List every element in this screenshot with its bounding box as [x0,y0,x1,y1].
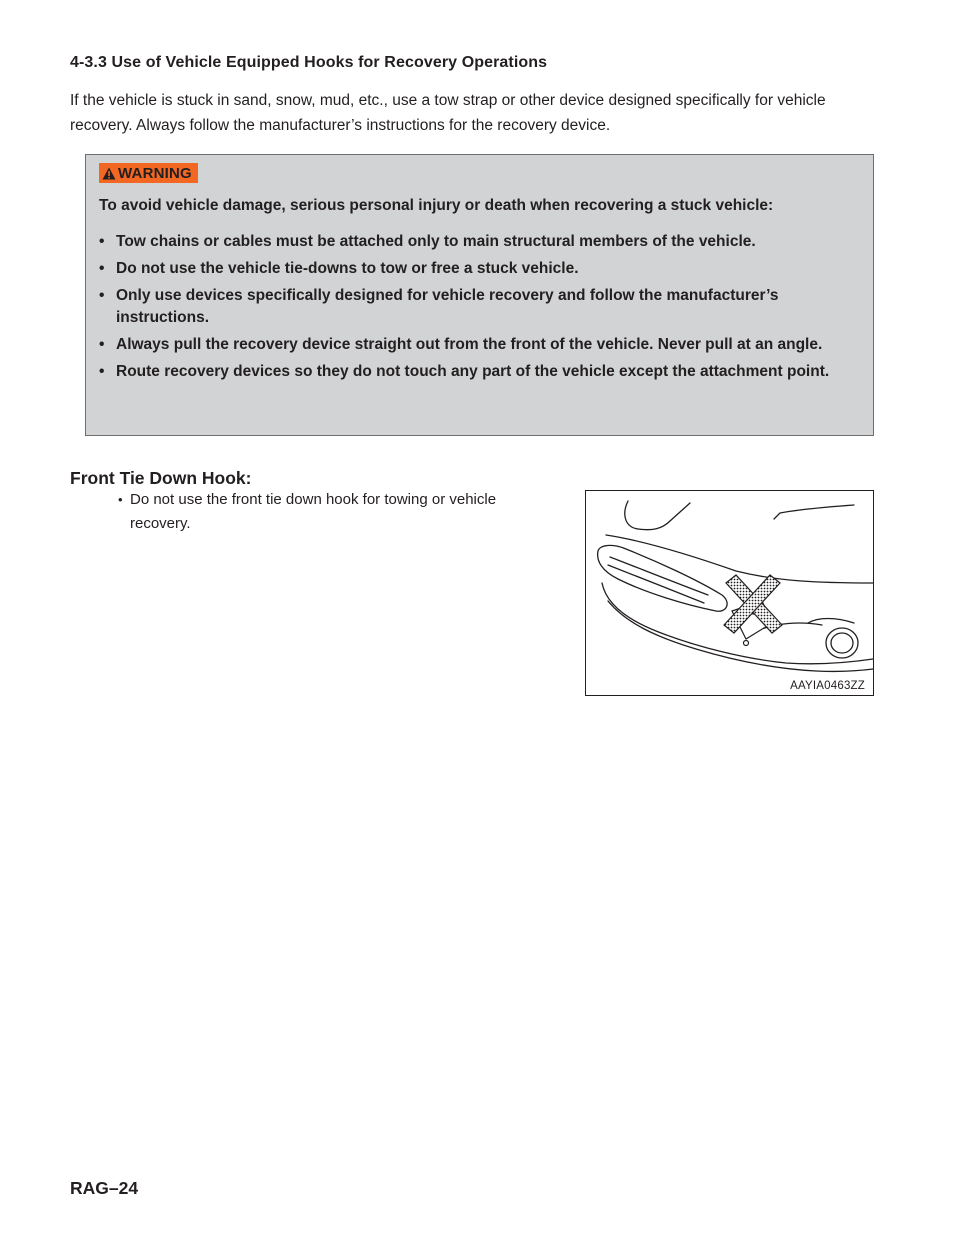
warning-item [99,334,859,356]
warning-item [99,231,859,253]
bullet-icon: • [99,287,105,304]
vehicle-front-illustration [586,491,873,695]
warning-item [99,285,859,329]
warning-item-text: Do not use the vehicle tie-downs to tow or free a stuck vehicle. [116,260,579,277]
tie-down-hook-figure [585,490,874,696]
warning-item [99,361,859,383]
warning-list [99,231,859,388]
bullet-icon: • [99,260,105,277]
figure-code: AAYIA0463ZZ [790,680,865,692]
section-heading: 4-3.3 Use of Vehicle Equipped Hooks for Recovery Operations [70,54,548,71]
warning-lead: To avoid vehicle damage, serious personal injury or death when recovering a stuck vehicle: [99,197,774,214]
page-number: RAG–24 [70,1178,139,1198]
bullet-icon: • [99,363,105,380]
intro-paragraph: If the vehicle is stuck in sand, snow, mud, etc., use a tow strap or other device designed specifically for vehicle recovery. Always follow the manufacturer’s instructions for the recovery device. [70,92,826,134]
warning-box [85,154,874,436]
warning-item-text: Only use devices specifically designed for vehicle recovery and follow the manufacturer’s instructions. [116,287,779,326]
warning-item-text: Route recovery devices so they do not touch any part of the vehicle except the attachment point. [116,363,830,380]
front-hook-item-text: Do not use the front tie down hook for towing or vehicle recovery. [130,491,497,532]
warning-item-text: Always pull the recovery device straight out from the front of the vehicle. Never pull at an angle. [116,336,823,353]
warning-badge [99,163,198,183]
warning-label: WARNING [118,164,192,182]
warning-item-text: Tow chains or cables must be attached only to main structural members of the vehicle. [116,233,756,250]
front-hook-item [118,488,558,536]
bullet-icon: • [118,492,123,507]
front-hook-list [118,488,558,536]
warning-item [99,258,859,280]
warning-triangle-icon [102,167,116,180]
bullet-icon: • [99,336,105,353]
front-hook-heading: Front Tie Down Hook: [70,468,252,488]
bullet-icon: • [99,233,105,250]
